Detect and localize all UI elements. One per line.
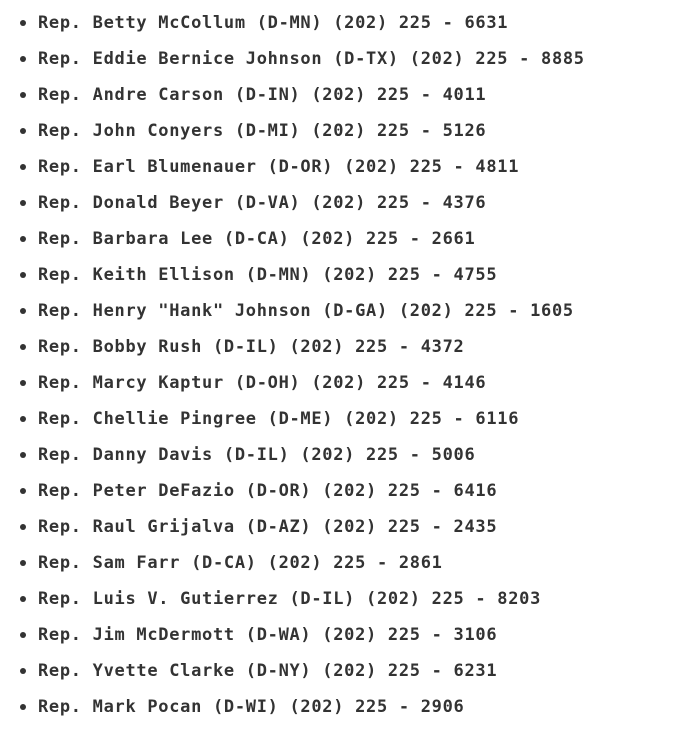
- representative-entry: Rep. Keith Ellison (D-MN) (202) 225 - 4755: [38, 265, 498, 285]
- list-item: [0, 257, 673, 293]
- representative-entry: Rep. Bobby Rush (D-IL) (202) 225 - 4372: [38, 337, 465, 357]
- list-item: [0, 113, 673, 149]
- representative-entry: Rep. Luis V. Gutierrez (D-IL) (202) 225 - 8203: [38, 589, 542, 609]
- representative-entry: Rep. Donald Beyer (D-VA) (202) 225 - 4376: [38, 193, 487, 213]
- representative-entry: Rep. Danny Davis (D-IL) (202) 225 - 5006: [38, 445, 476, 465]
- list-item: [0, 689, 673, 725]
- list-item: [0, 509, 673, 545]
- list-item: [0, 329, 673, 365]
- list-item: [0, 401, 673, 437]
- representative-entry: Rep. Betty McCollum (D-MN) (202) 225 - 6631: [38, 13, 509, 33]
- representative-entry: Rep. Barbara Lee (D-CA) (202) 225 - 2661: [38, 229, 476, 249]
- bullet-icon: [20, 200, 26, 206]
- list-item: [0, 149, 673, 185]
- list-item: [0, 365, 673, 401]
- representative-entry: Rep. Eddie Bernice Johnson (D-TX) (202) 225 - 8885: [38, 49, 585, 69]
- bullet-icon: [20, 92, 26, 98]
- list-item: [0, 185, 673, 221]
- list-item: [0, 617, 673, 653]
- bullet-icon: [20, 308, 26, 314]
- representative-entry: Rep. Yvette Clarke (D-NY) (202) 225 - 6231: [38, 661, 498, 681]
- list-item: [0, 293, 673, 329]
- representative-entry: Rep. John Conyers (D-MI) (202) 225 - 5126: [38, 121, 487, 141]
- bullet-icon: [20, 272, 26, 278]
- list-item: [0, 581, 673, 617]
- bullet-icon: [20, 380, 26, 386]
- representative-entry: Rep. Sam Farr (D-CA) (202) 225 - 2861: [38, 553, 443, 573]
- representative-entry: Rep. Henry "Hank" Johnson (D-GA) (202) 225 - 1605: [38, 301, 574, 321]
- list-item: [0, 473, 673, 509]
- list-item: [0, 77, 673, 113]
- list-item: [0, 437, 673, 473]
- bullet-icon: [20, 668, 26, 674]
- bullet-icon: [20, 560, 26, 566]
- representative-entry: Rep. Earl Blumenauer (D-OR) (202) 225 - 4811: [38, 157, 520, 177]
- representative-entry: Rep. Chellie Pingree (D-ME) (202) 225 - 6116: [38, 409, 520, 429]
- list-item: [0, 5, 673, 41]
- list-item: [0, 41, 673, 77]
- list-item: [0, 653, 673, 689]
- bullet-icon: [20, 344, 26, 350]
- bullet-icon: [20, 488, 26, 494]
- representative-entry: Rep. Raul Grijalva (D-AZ) (202) 225 - 2435: [38, 517, 498, 537]
- bullet-icon: [20, 128, 26, 134]
- bullet-icon: [20, 164, 26, 170]
- list-item: [0, 221, 673, 257]
- bullet-icon: [20, 524, 26, 530]
- bullet-icon: [20, 452, 26, 458]
- representative-entry: Rep. Andre Carson (D-IN) (202) 225 - 4011: [38, 85, 487, 105]
- bullet-icon: [20, 596, 26, 602]
- bullet-icon: [20, 416, 26, 422]
- representative-entry: Rep. Peter DeFazio (D-OR) (202) 225 - 6416: [38, 481, 498, 501]
- list-item: [0, 545, 673, 581]
- bullet-icon: [20, 56, 26, 62]
- representative-entry: Rep. Jim McDermott (D-WA) (202) 225 - 3106: [38, 625, 498, 645]
- representative-entry: Rep. Marcy Kaptur (D-OH) (202) 225 - 4146: [38, 373, 487, 393]
- bullet-icon: [20, 20, 26, 26]
- bullet-icon: [20, 236, 26, 242]
- bullet-icon: [20, 704, 26, 710]
- representatives-list: [0, 5, 673, 725]
- representative-entry: Rep. Mark Pocan (D-WI) (202) 225 - 2906: [38, 697, 465, 717]
- bullet-icon: [20, 632, 26, 638]
